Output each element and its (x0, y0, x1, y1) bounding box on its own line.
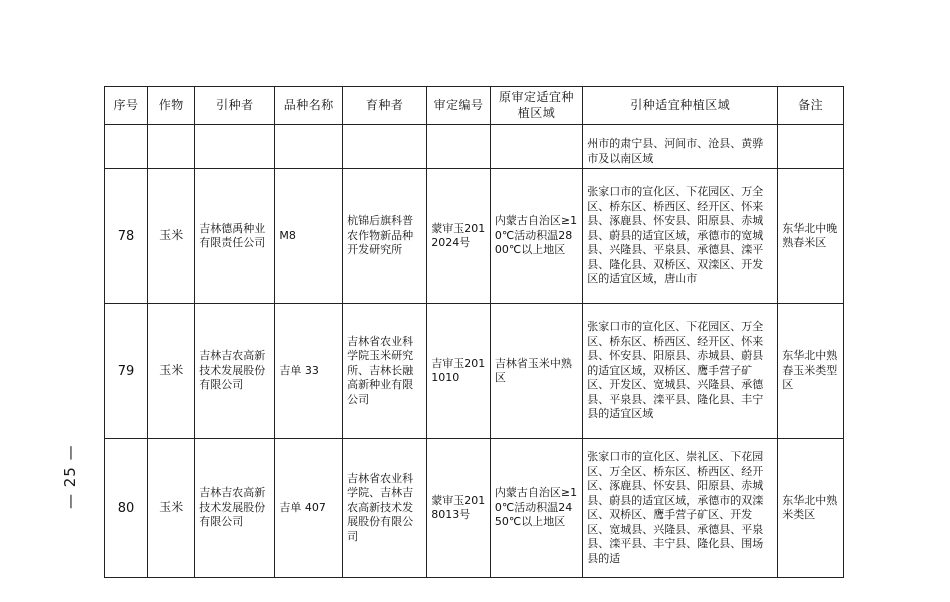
cell-num: 78 (105, 169, 148, 304)
cell-crop: 玉米 (148, 169, 195, 304)
cell-introducer: 吉林吉农高新技术发展股份有限公司 (195, 439, 275, 578)
cell-variety-name (275, 125, 343, 169)
cell-breeder: 吉林省农业科学院、吉林吉农高新技术发展股份有限公司 (343, 439, 427, 578)
cell-num (105, 125, 148, 169)
cell-num: 79 (105, 304, 148, 439)
cell-introduced-area: 张家口市的宣化区、下花园区、万全区、桥东区、桥西区、经开区、怀来县、涿鹿县、怀安县、阳原县、赤城县、蔚县的适宜区域，承德市的宽城县、兴隆县、平泉县、承德县、滦平县、隆化县、双桥区、双滦区、开发区的适宜区域，唐山市 (583, 169, 778, 304)
column-header-num: 序号 (105, 87, 148, 125)
cell-crop: 玉米 (148, 439, 195, 578)
table-header (105, 87, 844, 125)
cell-approval-code: 蒙审玉2012024号 (427, 169, 491, 304)
cell-variety-name: M8 (275, 169, 343, 304)
column-header-crop: 作物 (148, 87, 195, 125)
cell-original-area (490, 125, 582, 169)
column-header-original-area: 原审定适宜种植区域 (490, 87, 582, 125)
column-header-approval-code: 审定编号 (427, 87, 491, 125)
cell-introducer (195, 125, 275, 169)
cell-introduced-area: 张家口市的宣化区、崇礼区、下花园区、万全区、桥东区、桥西区、经开区、涿鹿县、怀安县、阳原县、赤城县、蔚县的适宜区域，承德市的双滦区、双桥区、鹰手营子矿区、开发区、宽城县、兴隆县、承德县、平泉县、滦平县、丰宁县、隆化县、围场县的适 (583, 439, 778, 578)
column-header-remark: 备注 (778, 87, 844, 125)
table-row (105, 439, 844, 578)
page-number: — 25 — (61, 444, 79, 509)
cell-introducer: 吉林德禹种业有限责任公司 (195, 169, 275, 304)
cell-introducer: 吉林吉农高新技术发展股份有限公司 (195, 304, 275, 439)
cell-introduced-area: 张家口市的宣化区、下花园区、万全区、桥东区、桥西区、经开区、怀来县、怀安县、阳原县、赤城县、蔚县的适宜区域，双桥区、鹰手营子矿区、开发区、宽城县、兴隆县、承德县、平泉县、滦平县、隆化县、丰宁县的适宜区域 (583, 304, 778, 439)
cell-crop: 玉米 (148, 304, 195, 439)
cell-original-area: 吉林省玉米中熟区 (490, 304, 582, 439)
cell-remark: 东华北中熟米类区 (778, 439, 844, 578)
cell-crop (148, 125, 195, 169)
table-row (105, 169, 844, 304)
cell-remark: 东华北中熟春玉米类型区 (778, 304, 844, 439)
column-header-breeder: 育种者 (343, 87, 427, 125)
cell-approval-code: 蒙审玉2018013号 (427, 439, 491, 578)
table-row (105, 125, 844, 169)
cell-variety-name: 吉单 407 (275, 439, 343, 578)
cell-breeder: 杭锦后旗科普农作物新品种开发研究所 (343, 169, 427, 304)
table-row (105, 304, 844, 439)
cell-variety-name: 吉单 33 (275, 304, 343, 439)
cell-breeder (343, 125, 427, 169)
cell-num: 80 (105, 439, 148, 578)
table-body (105, 125, 844, 578)
cell-remark (778, 125, 844, 169)
cell-original-area: 内蒙古自治区≥10℃活动积温2800℃以上地区 (490, 169, 582, 304)
table-header-row (105, 87, 844, 125)
column-header-variety-name: 品种名称 (275, 87, 343, 125)
cell-breeder: 吉林省农业科学院玉米研究所、吉林长融高新种业有限公司 (343, 304, 427, 439)
cell-introduced-area: 州市的肃宁县、河间市、沧县、黄骅市及以南区域 (583, 125, 778, 169)
column-header-introduced-area: 引种适宜种植区域 (583, 87, 778, 125)
cell-remark: 东华北中晚熟春米区 (778, 169, 844, 304)
column-header-introducer: 引种者 (195, 87, 275, 125)
cell-original-area: 内蒙古自治区≥10℃活动积温2450℃以上地区 (490, 439, 582, 578)
variety-approval-table (104, 86, 844, 578)
cell-approval-code (427, 125, 491, 169)
cell-approval-code: 吉审玉2011010 (427, 304, 491, 439)
